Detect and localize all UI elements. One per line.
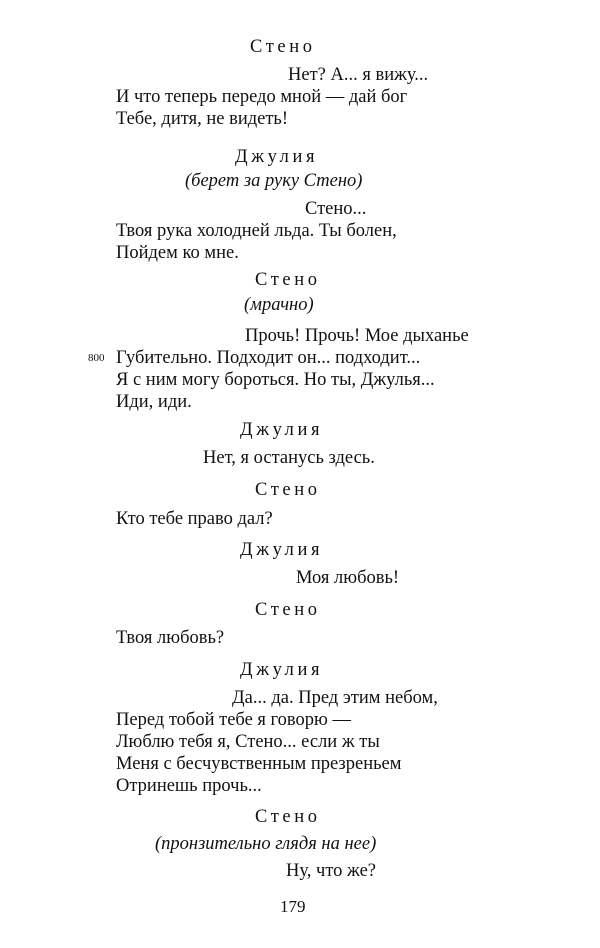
stage-direction: (мрачно) (244, 295, 314, 315)
speaker-steno: Стено (255, 270, 321, 290)
speaker-steno: Стено (250, 37, 316, 57)
verse-line: Моя любовь! (296, 568, 400, 588)
verse-line: Отринешь прочь... (116, 776, 262, 796)
verse-line: Да... да. Пред этим небом, (232, 688, 438, 708)
verse-line: Пойдем ко мне. (116, 243, 239, 263)
speaker-steno: Стено (255, 807, 321, 827)
stage-direction: (берет за руку Стено) (185, 171, 363, 191)
verse-line: Прочь! Прочь! Мое дыханье (245, 326, 469, 346)
verse-line: Нет, я останусь здесь. (203, 448, 375, 468)
speaker-julia: Джулия (240, 540, 324, 560)
verse-line: Меня с бесчувственным презреньем (116, 754, 402, 774)
verse-line: Я с ним могу бороться. Но ты, Джулья... (116, 370, 435, 390)
speaker-julia: Джулия (235, 147, 319, 167)
verse-line: Люблю тебя я, Стено... если ж ты (116, 732, 380, 752)
verse-line: И что теперь передо мной — дай бог (116, 87, 408, 107)
verse-line: Нет? А... я вижу... (288, 65, 429, 85)
verse-line: Тебе, дитя, не видеть! (116, 109, 289, 129)
speaker-julia: Джулия (240, 660, 324, 680)
speaker-steno: Стено (255, 480, 321, 500)
stage-direction: (пронзительно глядя на нее) (155, 834, 377, 854)
verse-line: Кто тебе право дал? (116, 509, 273, 529)
speaker-steno: Стено (255, 600, 321, 620)
verse-line: Иди, иди. (116, 392, 192, 412)
verse-line: Губительно. Подходит он... подходит... (116, 348, 421, 368)
verse-line: Твоя рука холодней льда. Ты болен, (116, 221, 397, 241)
speaker-julia: Джулия (240, 420, 324, 440)
page-number: 179 (280, 897, 306, 916)
verse-line: Ну, что же? (286, 861, 376, 881)
line-number: 800 (88, 352, 105, 364)
verse-line: Твоя любовь? (116, 628, 225, 648)
verse-line: Стено... (305, 199, 367, 219)
verse-line: Перед тобой тебе я говорю — (116, 710, 351, 730)
